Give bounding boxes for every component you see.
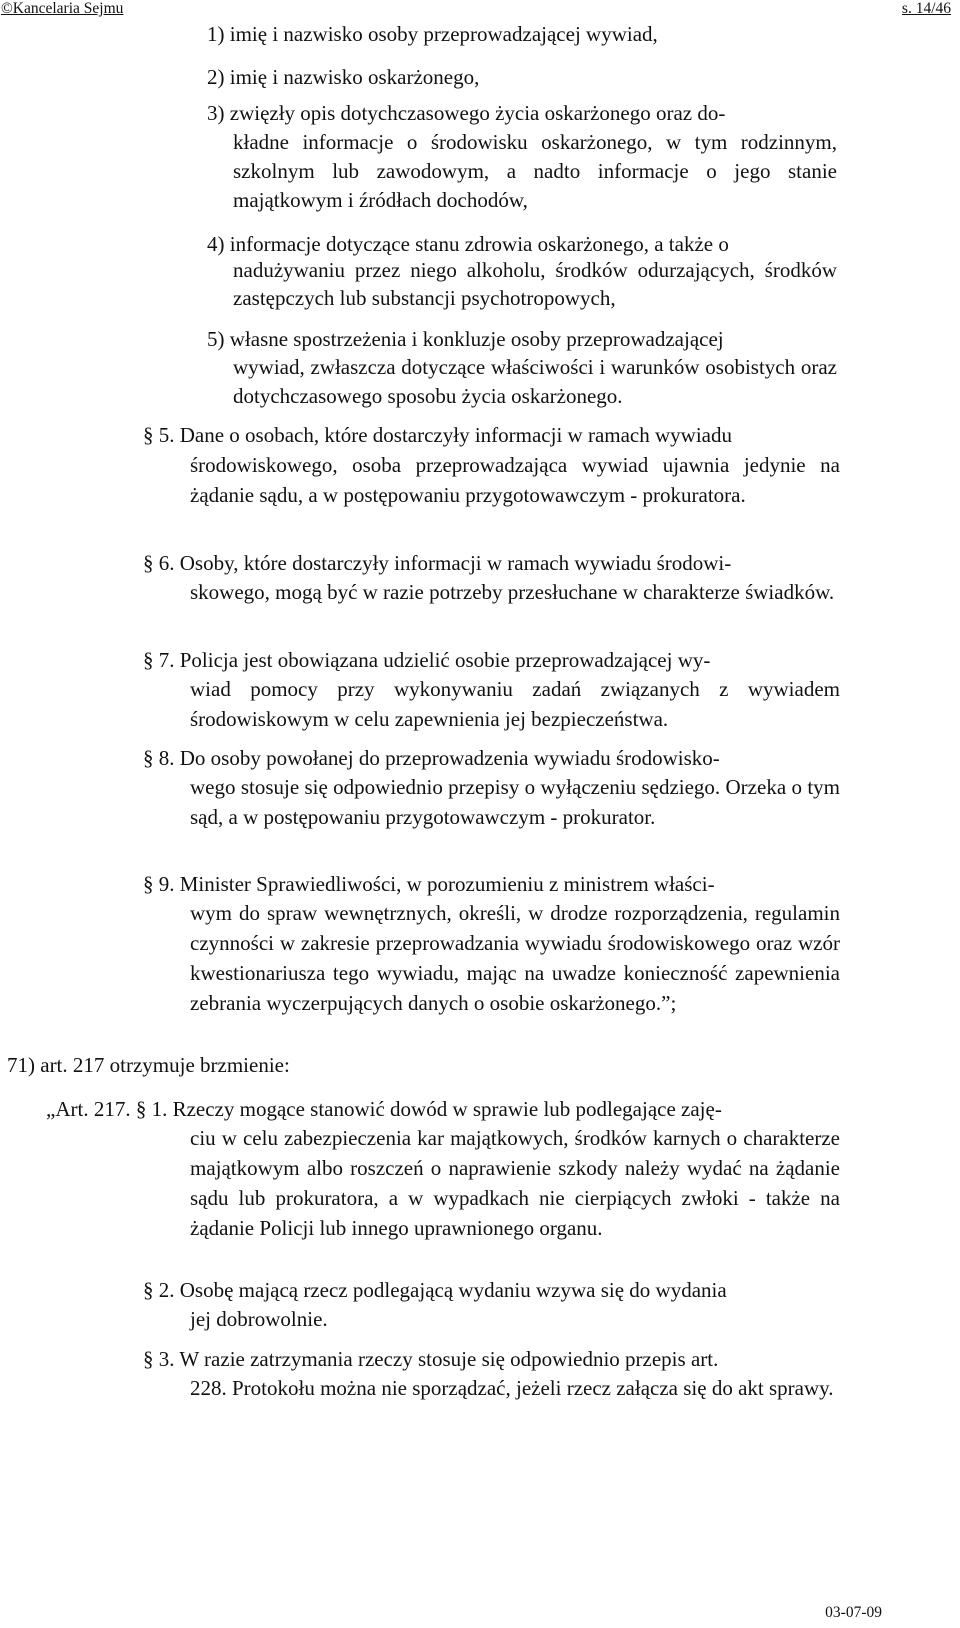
paragraph-6-line1: § 6. Osoby, które dostarczyły informacji w ramach wywiadu środowi- <box>143 551 732 575</box>
list-item-5 <box>207 324 837 354</box>
list-item-5-text: wywiad, zwłaszcza dotyczące właściwości i warunków osobistych oraz dotychczasowego sposobu życia oskarżonego. <box>233 355 837 408</box>
art-217-paragraph-2-line1: § 2. Osobę mającą rzecz podlegającą wydaniu wzywa się do wydania <box>143 1278 727 1302</box>
list-item-4-text: nadużywaniu przez niego alkoholu, środków odurzających, środków zastępczych lub substancji psychotropowych, <box>233 258 837 310</box>
paragraph-9-text: wym do spraw wewnętrznych, określi, w drodze rozporządzenia, regulamin czynności w zakresie przeprowadzania wywiadu środowiskowego oraz wzór kwestionariusza tego wywiadu, mając na uwadze konieczność zapewnienia zebrania wyczerpujących danych o osobie oskarżonego.”; <box>190 901 840 1015</box>
footer-date: 03-07-09 <box>825 1604 882 1621</box>
art-217-paragraph-3-line1: § 3. W razie zatrzymania rzeczy stosuje się odpowiednio przepis art. <box>143 1347 719 1371</box>
list-item-5-line1: 5) własne spostrzeżenia i konkluzje osoby przeprowadzającej <box>207 327 724 351</box>
art-217-paragraph-3 <box>143 1344 843 1374</box>
paragraph-5 <box>143 420 843 450</box>
art-217-paragraph-1-line1: „Art. 217. § 1. Rzeczy mogące stanowić dowód w sprawie lub podlegające zaję- <box>46 1097 722 1121</box>
header-source: ©Kancelaria Sejmu <box>1 0 124 17</box>
paragraph-9-line1: § 9. Minister Sprawiedliwości, w porozumieniu z ministrem właści- <box>143 872 715 896</box>
paragraph-5-line1: § 5. Dane o osobach, które dostarczyły informacji w ramach wywiadu <box>143 423 732 447</box>
paragraph-7 <box>143 645 843 675</box>
paragraph-7-text: wiad pomocy przy wykonywaniu zadań związanych z wywiadem środowiskowym w celu zapewnienia jej bezpieczeństwa. <box>190 677 840 731</box>
header-page-number: s. 14/46 <box>901 0 951 17</box>
paragraph-9 <box>143 869 843 899</box>
list-item-4-line1: 4) informacje dotyczące stanu zdrowia oskarżonego, a także o <box>207 232 729 256</box>
art-217-paragraph-2 <box>143 1275 843 1305</box>
amendment-intro: 71) art. 217 otrzymuje brzmienie: <box>7 1053 290 1077</box>
paragraph-8-line1: § 8. Do osoby powołanej do przeprowadzenia wywiadu środowisko- <box>143 746 720 770</box>
art-217-paragraph-1-text: ciu w celu zabezpieczenia kar majątkowych, środków karnych o charakterze majątkowym albo roszczeń o naprawienie szkody należy wydać na żądanie sądu lub prokuratora, a w wypadkach nie cierpiących zwłoki - także na żądanie Policji lub innego uprawnionego organu. <box>190 1126 840 1240</box>
art-217-paragraph-3-text: 228. Protokołu można nie sporządzać, jeżeli rzecz załącza się do akt sprawy. <box>190 1376 834 1400</box>
paragraph-6 <box>143 548 843 578</box>
list-item-3 <box>207 99 837 128</box>
paragraph-6-text: skowego, mogą być w razie potrzeby przesłuchane w charakterze świadków. <box>190 580 835 604</box>
paragraph-7-line1: § 7. Policja jest obowiązana udzielić osobie przeprowadzającej wy- <box>143 648 711 672</box>
paragraph-8 <box>143 743 843 773</box>
paragraph-5-text: środowiskowego, osoba przeprowadzająca wywiad ujawnia jedynie na żądanie sądu, a w postępowaniu przygotowawczym - prokuratora. <box>190 453 840 507</box>
list-item-1: 1) imię i nazwisko osoby przeprowadzającej wywiad, <box>207 22 658 46</box>
art-217-paragraph-1 <box>46 1094 846 1124</box>
list-item-2: 2) imię i nazwisko oskarżonego, <box>207 65 480 89</box>
list-item-3-text: kładne informacje o środowisku oskarżonego, w tym rodzinnym, szkolnym lub zawodowym, a nadto informacje o jego stanie majątkowym i źródłach dochodów, <box>233 130 837 212</box>
art-217-paragraph-2-text: jej dobrowolnie. <box>190 1307 328 1331</box>
list-item-3-line1: 3) zwięzły opis dotychczasowego życia oskarżonego oraz do- <box>207 101 726 125</box>
list-item-4 <box>207 229 837 259</box>
paragraph-8-text: wego stosuje się odpowiednio przepisy o wyłączeniu sędziego. Orzeka o tym sąd, a w postępowaniu przygotowawczym - prokurator. <box>190 775 840 829</box>
